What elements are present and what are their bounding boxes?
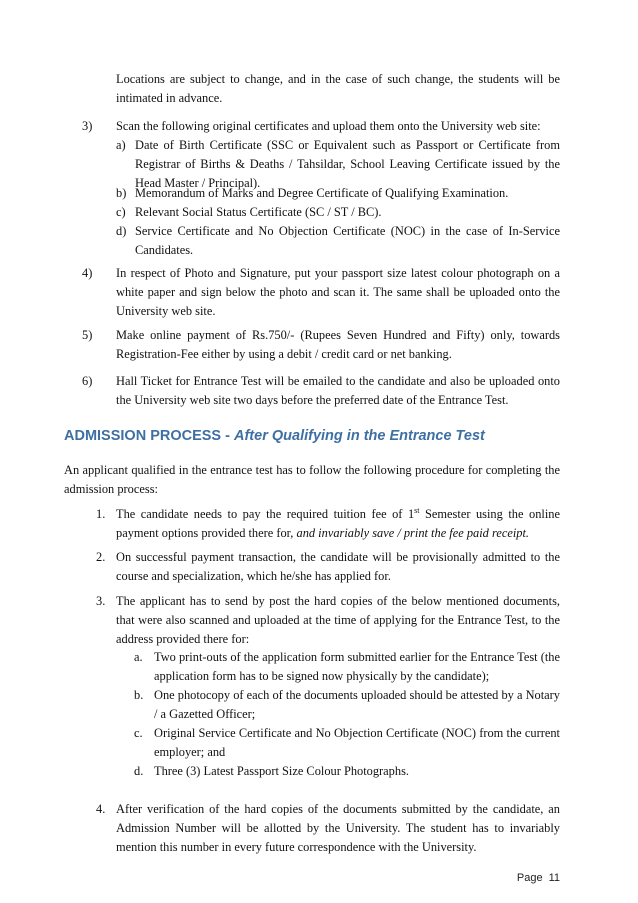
lead-paragraph: An applicant qualified in the entrance test has to follow the following procedure for completing the admission process:	[64, 463, 560, 496]
ordinal-superscript: st	[414, 505, 420, 515]
item-number: 4.	[96, 802, 106, 816]
subitem-text: One photocopy of each of the documents uploaded should be attested by a Notary / a Gazetted Officer;	[154, 688, 560, 721]
item-number: 6)	[82, 374, 93, 388]
subitem-number: d)	[116, 224, 127, 238]
section-heading	[64, 428, 485, 444]
item-number: 2.	[96, 550, 106, 564]
item-text: Make online payment of Rs.750/- (Rupees Seven Hundred and Fifty) only, towards Registration-Fee either by using a debit / credit card or net banking.	[116, 328, 560, 361]
item-number: 3.	[96, 594, 106, 608]
subitem-number: b)	[116, 186, 127, 200]
item-emphasis: and invariably save / print the fee paid receipt.	[296, 526, 529, 540]
subitem-number: d.	[134, 764, 144, 778]
item-text: The applicant has to send by post the hard copies of the below mentioned documents, that were also scanned and uploaded at the time of applying for the Entrance Test, to the address provided there for:	[116, 594, 560, 646]
item-text: Scan the following original certificates and upload them onto the University web site:	[116, 119, 541, 133]
subitem-text: Original Service Certificate and No Objection Certificate (NOC) from the current employer; and	[154, 726, 560, 759]
subitem-text: Date of Birth Certificate (SSC or Equivalent such as Passport or Certificate from Registrar of Births & Deaths / Tahsildar, School Leaving Certificate issued by the Head Master / Principal).	[135, 138, 560, 190]
subitem-text: Three (3) Latest Passport Size Colour Photographs.	[154, 764, 409, 778]
subitem-number: c)	[116, 205, 126, 219]
subitem-number: b.	[134, 688, 144, 702]
subitem-text: Memorandum of Marks and Degree Certificate of Qualifying Examination.	[135, 186, 509, 200]
item-number: 5)	[82, 328, 93, 342]
subitem-text: Two print-outs of the application form submitted earlier for the Entrance Test (the application form has to be signed now physically by the candidate);	[154, 650, 560, 683]
item-text	[116, 505, 560, 543]
subitem-text: Relevant Social Status Certificate (SC / ST / BC).	[135, 205, 382, 219]
intro-paragraph: Locations are subject to change, and in the case of such change, the students will be intimated in advance.	[116, 72, 560, 105]
page-label: Page	[516, 872, 543, 884]
item-text-part: The candidate needs to pay the required tuition fee of 1	[116, 507, 415, 521]
item-text: Hall Ticket for Entrance Test will be emailed to the candidate and also be uploaded onto the University web site two days before the preferred date of the Entrance Test.	[116, 374, 560, 407]
item-number: 1.	[96, 507, 106, 521]
item-number: 3)	[82, 119, 93, 133]
item-text: On successful payment transaction, the candidate will be provisionally admitted to the course and specialization, which he/she has applied for.	[116, 550, 560, 583]
subitem-text: Service Certificate and No Objection Certificate (NOC) in the case of In-Service Candidates.	[135, 224, 560, 257]
subitem-number: a)	[116, 138, 126, 152]
item-text: In respect of Photo and Signature, put your passport size latest colour photograph on a white paper and sign below the photo and scan it. The same shall be uploaded onto the University web site.	[116, 266, 560, 318]
subitem-number: c.	[134, 726, 143, 740]
page-footer	[511, 872, 560, 884]
page-number: 11	[548, 872, 560, 884]
item-text: After verification of the hard copies of the documents submitted by the candidate, an Admission Number will be allotted by the University. The student has to invariably mention this number in every future correspondence with the University.	[116, 802, 560, 854]
item-number: 4)	[82, 266, 93, 280]
heading-main: ADMISSION PROCESS -	[64, 428, 234, 444]
heading-subtitle: After Qualifying in the Entrance Test	[234, 428, 485, 444]
subitem-number: a.	[134, 650, 143, 664]
item-text-part: Semester using the online payment options provided there for,	[116, 507, 560, 540]
